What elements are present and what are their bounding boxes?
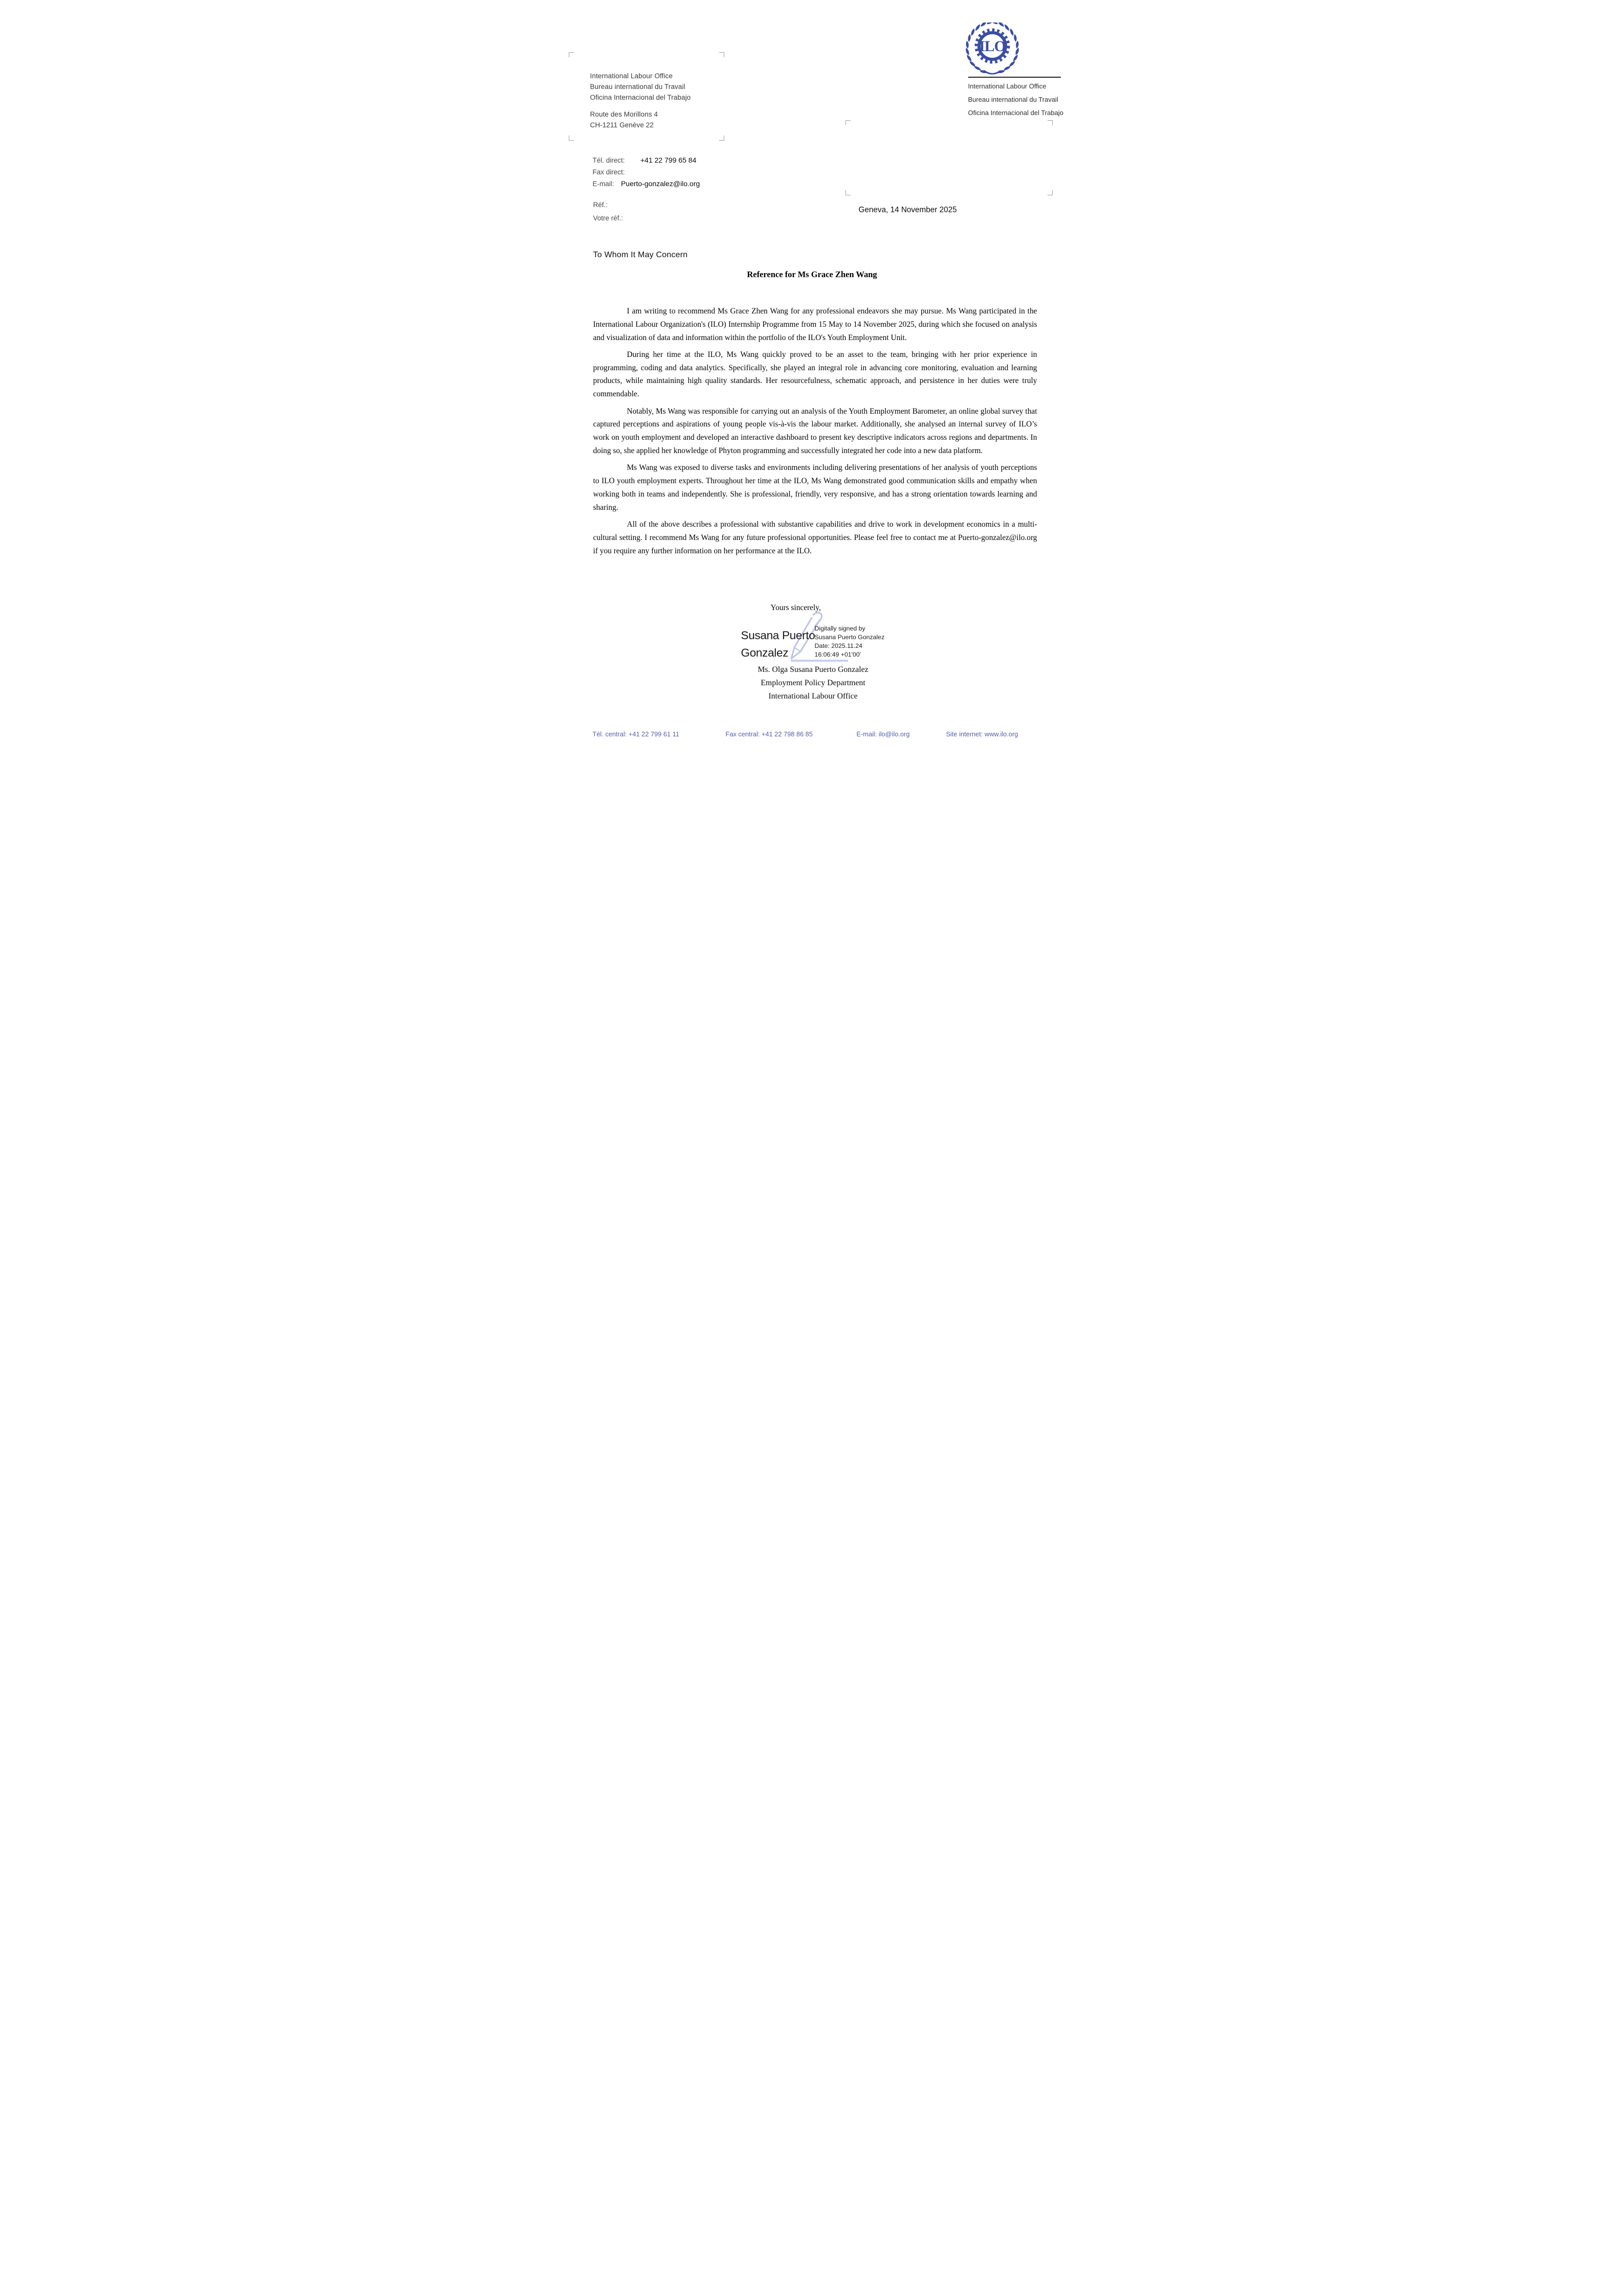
email-value: Puerto-gonzalez@ilo.org	[620, 179, 700, 188]
digital-signature-detail-line: 16:06:49 +01'00'	[814, 651, 861, 658]
footer-fax-central: Fax central: +41 22 798 86 85	[725, 730, 813, 738]
contact-email-row	[593, 179, 700, 189]
body-paragraph: Notably, Ms Wang was responsible for carrying out an analysis of the Youth Employment Barometer, an online global survey that captured perceptions and aspirations of young people vis-à-vis the labour market. Additionally, she analysed an internal survey of ILO’s work on youth employment and developed an interactive dashboard to present key descriptive indicators across regions and departments. In doing so, she applied her knowledge of Phyton programming and successfully integrated her code into a new data platform.	[593, 407, 1037, 455]
address-line: CH-1211 Genève 22	[590, 121, 654, 129]
crop-mark-left-window-tr	[719, 52, 724, 57]
letter-page	[542, 0, 1083, 766]
digital-signature-name	[741, 627, 818, 662]
digital-signature-name-line: Susana Puerto	[741, 629, 815, 642]
crop-mark-left-window-tl	[569, 52, 574, 57]
tel-direct-value: +41 22 799 65 84	[640, 156, 697, 164]
crop-mark-right-window-tl	[846, 120, 851, 125]
valediction: Yours sincerely,	[770, 603, 821, 612]
crop-mark-right-window-tr	[1048, 120, 1053, 125]
body-paragraph: I am writing to recommend Ms Grace Zhen Wang for any professional endeavors she may pursue. Ms Wang participated in the International Labour Organization's (ILO) Internship Programme from 15 May to 14 November 2025, during which she focused on analysis and visualization of data and information within the portfolio of the ILO's Youth Employment Unit.	[593, 307, 1037, 342]
ref-label: Réf.:	[593, 201, 608, 209]
fax-direct-label: Fax direct:	[592, 168, 625, 176]
svg-text:ILO: ILO	[978, 38, 1006, 55]
crop-mark-right-window-bl	[846, 190, 851, 195]
signer-name: Ms. Olga Susana Puerto Gonzalez	[758, 665, 869, 674]
signer-organization: International Labour Office	[768, 692, 858, 701]
letterhead-org-line: International Labour Office	[968, 82, 1047, 90]
subject-title: Reference for Ms Grace Zhen Wang	[747, 269, 877, 279]
contact-fax-row	[593, 168, 625, 177]
footer-website: Site internet: www.ilo.org	[946, 730, 1018, 738]
salutation: To Whom It May Concern	[593, 251, 688, 259]
letterhead-right-org	[968, 80, 1063, 120]
digital-signature-name-line: Gonzalez	[741, 646, 789, 659]
letterhead-org-line: Bureau international du Travail	[968, 96, 1058, 103]
letterhead-org-line: International Labour Office	[590, 72, 673, 80]
letterhead-rule	[968, 77, 1061, 78]
body-paragraph: All of the above describes a professional with substantive capabilities and drive to work in development economics in a multi-cultural setting. I recommend Ms Wang for any future professional opportunities. Please feel free to contact me at Puerto-gonzalez@ilo.org if you require any further information on her performance at the ILO.	[593, 520, 1037, 555]
crop-mark-left-window-br	[719, 136, 724, 141]
body-paragraph: Ms Wang was exposed to diverse tasks and environments including delivering presentations of her analysis of youth perceptions to ILO youth employment experts. Throughout her time at the ILO, Ms Wang demonstrated good communication skills and empathy when working both in teams and independently. She is professional, friendly, very responsive, and has a strong orientation towards learning and sharing.	[593, 463, 1037, 512]
letterhead-left-address	[590, 109, 658, 130]
letterhead-org-line: Bureau international du Travail	[590, 83, 685, 91]
footer-email: E-mail: ilo@ilo.org	[856, 730, 910, 738]
email-label: E-mail:	[592, 180, 614, 188]
signer-block	[711, 663, 916, 703]
digital-signature-detail-line: Susana Puerto Gonzalez	[814, 634, 885, 641]
crop-mark-right-window-br	[1048, 190, 1053, 195]
letter-body	[593, 305, 1037, 561]
digital-signature-detail-line: Digitally signed by	[814, 625, 865, 632]
your-ref-label: Votre réf.:	[593, 214, 624, 222]
digital-signature-detail-line: Date: 2025.11.24	[814, 642, 862, 649]
tel-direct-label: Tél. direct:	[592, 156, 625, 164]
letterhead-org-line: Oficina Internacional del Trabajo	[968, 109, 1063, 117]
letterhead-left-org	[590, 71, 691, 103]
signer-department: Employment Policy Department	[761, 679, 865, 687]
ilo-emblem-icon	[966, 22, 1019, 76]
letterhead-org-line: Oficina Internacional del Trabajo	[590, 94, 691, 101]
address-line: Route des Morillons 4	[590, 110, 658, 118]
date-line: Geneva, 14 November 2025	[858, 206, 957, 214]
body-paragraph: During her time at the ILO, Ms Wang quickly proved to be an asset to the team, bringing with her prior experience in programming, coding and data analytics. Specifically, she played an integral role in advancing core monitoring, evaluation and learning products, while maintaining high quality standards. Her resourcefulness, schematic approach, and persistence in her duties were truly commendable.	[593, 350, 1037, 399]
digital-signature-details	[815, 624, 885, 659]
footer-tel-central: Tél. central: +41 22 799 61 11	[592, 730, 679, 738]
contact-tel-row	[593, 156, 697, 165]
crop-mark-left-window-bl	[569, 136, 574, 141]
